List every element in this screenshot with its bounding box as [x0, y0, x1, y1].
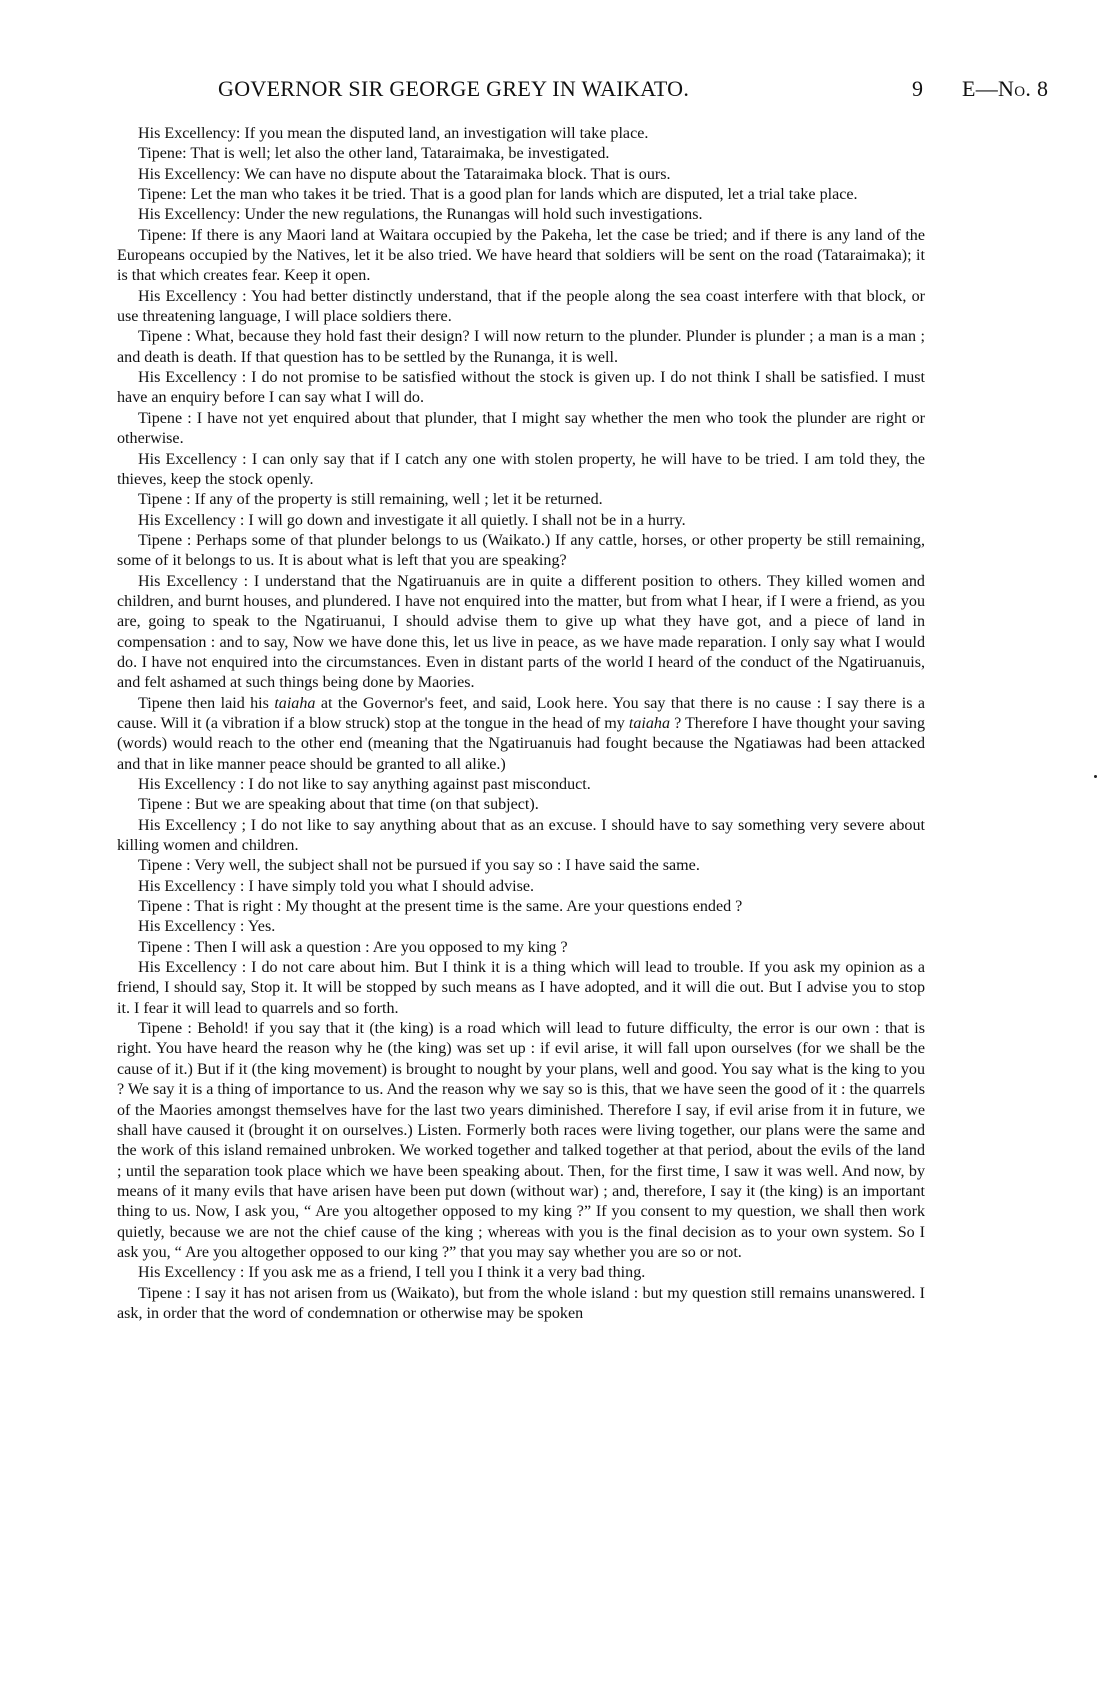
speech-text: I do not care about him. But I think it is a thing which will lead to trouble. If you ask my opinion as a friend, I should say, Stop it. It will be stopped by such means as I have adopted, and it will die out. But I advise you to stop it. I fear it will lead to quarrels and so forth.: [117, 959, 925, 1017]
speaker-label: Tipene :: [138, 857, 191, 875]
speaker-label: Tipene :: [138, 938, 191, 956]
speaker-label: Tipene :: [138, 491, 191, 509]
dialogue-paragraph: [117, 511, 925, 531]
speaker-label: His Excellency ;: [138, 816, 246, 834]
dialogue-paragraph: [117, 1284, 925, 1325]
speech-text: You had better distinctly understand, that if the people along the sea coast interfere with that block, or use threatening language, I will place soldiers there.: [117, 287, 925, 326]
speech-text: I have not yet enquired about that plunder, that I might say whether the men who took the plunder are right or otherwise.: [117, 409, 925, 448]
dialogue-paragraph: [117, 1263, 925, 1283]
speaker-label: Tipene :: [138, 1284, 191, 1302]
speech-text: Behold! if you say that it (the king) is a road which will lead to future difficulty, the error is our own : that is right. You have heard the reason why he (the king) was set up : if evil arise, it will fall upon ourselves (for we shall be the cause of it.) But if it (the king movement) is brought to nought by your plans, well and good. You say what is the king to you ? We say it is a thing of importance to us. And the reason why we say so is this, that we have seen the good of it : the quarrels of the Maories amongst themselves have for the last two years diminished. Therefore I say, if evil arise from it in future, we shall have caused it (brought it on ourselves.) Listen. Formerly both races were living together, our plans were the same and the work of this island remained unbroken. We worked together and talked together at that period, about the evils of the land ; until the separation took place which we have been speaking about. Then, for the first time, I saw it was well. And now, by means of it many evils that have arisen have been put down (without war) ; and, therefore, I say it (the king) is an important thing to us. Now, I ask you, “ Are you altogether opposed to my king ?” If you consent to my question, we shall then work quietly, because we are not the chief cause of the king ; whereas with you is the final decision as to your own system. So I ask you, “ Are you altogether opposed to our king ?” that you may say whether you are so or not.: [117, 1020, 925, 1261]
italic-term: taiaha: [274, 694, 316, 712]
dialogue-paragraph: [117, 144, 925, 164]
dialogue-paragraph: [117, 124, 925, 144]
document-reference: E—No. 8: [962, 76, 1049, 101]
speaker-label: Tipene:: [138, 226, 187, 244]
speech-text: Tipene then laid his: [138, 694, 275, 712]
speaker-label: Tipene :: [138, 531, 192, 549]
transcript-body: [117, 124, 925, 1324]
page-title: GOVERNOR SIR GEORGE GREY IN WAIKATO.: [218, 76, 690, 101]
dialogue-paragraph: [117, 368, 925, 409]
speech-text: I have simply told you what I should advise.: [244, 877, 535, 895]
speech-text: Then I will ask a question : Are you opposed to my king ?: [190, 938, 568, 956]
speech-text: If you mean the disputed land, an investigation will take place.: [240, 125, 649, 142]
speaker-label: His Excellency :: [138, 369, 247, 387]
dialogue-paragraph: [117, 958, 925, 1019]
speaker-label: Tipene :: [138, 409, 192, 427]
dialogue-paragraph: [117, 287, 925, 328]
dialogue-paragraph: [117, 897, 925, 917]
speech-text: What, because they hold fast their design? I will now return to the plunder. Plunder is plunder ; a man is a man ; and death is death. If that question has to be settled by the Runanga, it is well.: [117, 328, 925, 366]
italic-term: taiaha: [628, 714, 671, 732]
speech-text: That is well; let also the other land, Tataraimaka, be investigated.: [186, 145, 610, 163]
speech-text: I do not like to say anything against past misconduct.: [244, 776, 591, 793]
speech-text: Under the new regulations, the Runangas will hold such investigations.: [240, 206, 703, 224]
speaker-label: His Excellency :: [138, 287, 247, 305]
dialogue-paragraph: [117, 877, 925, 897]
speaker-label: His Excellency :: [138, 776, 245, 793]
speech-text: ? Therefore I have thought your saving (words) would reach to the other end (meaning that the Ngatiruanuis had fought because the Ngatiawas had been attacked and that in like manner peace should be granted to all alike.): [117, 714, 925, 773]
dialogue-paragraph: [117, 205, 925, 225]
speaker-label: His Excellency :: [138, 918, 245, 936]
speech-text: I understand that the Ngatiruanuis are in quite a different position to others. They killed women and children, and burnt houses, and plundered. I have not enquired into the matter, but from what I hear, if I were a friend, as you are, going to speak to the Ngatiruanui, I should advise them to give up what they have got, and a piece of land in compensation : and to say, Now we have done this, let us live in peace, as we have made reparation. I only say what I would do. I have not enquired into the circumstances. Even in distant parts of the world I heard of the conduct of the Ngatiruanuis, and felt ashamed at such things being done by Maories.: [117, 572, 925, 692]
dialogue-paragraph: [117, 816, 925, 857]
dialogue-paragraph: [117, 327, 925, 368]
speaker-label: Tipene :: [138, 898, 191, 916]
dialogue-paragraph: [117, 450, 925, 491]
dialogue-paragraph: [117, 490, 925, 510]
speech-text: I do not promise to be satisfied without the stock is given up. I do not think I shall be satisfied. I must have an enquiry before I can say what I will do.: [117, 369, 925, 407]
speech-text: I do not like to say anything about that as an excuse. I should have to say something very severe about killing women and children.: [117, 816, 925, 855]
speaker-label: Tipene:: [138, 145, 187, 163]
speech-text: That is right : My thought at the present time is the same. Are your questions ended ?: [190, 898, 743, 916]
speech-text: We can have no dispute about the Tataraimaka block. That is ours.: [240, 165, 671, 183]
speech-text: I will go down and investigate it all quietly. I shall not be in a hurry.: [244, 511, 686, 529]
dialogue-paragraph: [117, 694, 925, 775]
dialogue-paragraph: [117, 409, 925, 450]
speaker-label: His Excellency :: [138, 511, 245, 529]
speaker-label: His Excellency :: [138, 572, 249, 590]
speech-text: I say it has not arisen from us (Waikato), but from the whole island : but my question still remains unanswered. I ask, in order that the word of condemnation or otherwise may be spoken: [117, 1284, 925, 1322]
speech-text: Let the man who takes it be tried. That is a good plan for lands which are disputed, let a trial take place.: [186, 186, 858, 204]
speaker-label: His Excellency:: [138, 125, 241, 142]
dialogue-paragraph: [117, 1019, 925, 1263]
speaker-label: Tipene :: [138, 796, 191, 814]
dialogue-paragraph: [117, 226, 925, 287]
speaker-label: Tipene :: [138, 1020, 192, 1038]
speaker-label: His Excellency:: [138, 165, 241, 183]
speech-text: But we are speaking about that time (on that subject).: [190, 796, 539, 814]
speaker-label: His Excellency :: [138, 959, 247, 977]
speech-text: If you ask me as a friend, I tell you I think it a very bad thing.: [244, 1264, 646, 1282]
speaker-label: His Excellency:: [138, 206, 241, 224]
page-number: 9: [912, 76, 924, 101]
speaker-label: Tipene:: [138, 186, 187, 204]
speech-text: Yes.: [244, 918, 276, 936]
speech-text: I can only say that if I catch any one with stolen property, he will have to be tried. I am told they, the thieves, keep the stock openly.: [117, 450, 925, 488]
dialogue-paragraph: [117, 938, 925, 958]
speech-text: If any of the property is still remaining, well ; let it be returned.: [190, 491, 603, 509]
speaker-label: His Excellency :: [138, 450, 247, 468]
speaker-label: His Excellency :: [138, 877, 245, 895]
dialogue-paragraph: [117, 185, 925, 205]
running-header: [0, 76, 1114, 108]
dialogue-paragraph: [117, 856, 925, 876]
speaker-label: Tipene :: [138, 328, 191, 346]
speech-text: Very well, the subject shall not be pursued if you say so : I have said the same.: [190, 857, 700, 875]
dialogue-paragraph: [117, 165, 925, 185]
speech-text: Perhaps some of that plunder belongs to us (Waikato.) If any cattle, horses, or other property be still remaining, some of it belongs to us. It is about what is left that you are speaking?: [117, 531, 925, 570]
margin-mark: [1094, 775, 1097, 778]
dialogue-paragraph: [117, 572, 925, 694]
speaker-label: His Excellency :: [138, 1264, 245, 1282]
speech-text: If there is any Maori land at Waitara occupied by the Pakeha, let the case be tried; and if there is any land of the Europeans occupied by the Natives, let it be also tried. We have heard that soldiers will be sent on the road (Tataraimaka); it is that which creates fear. Keep it open.: [117, 226, 925, 285]
speech-text: at the Governor's feet, and said, Look here. You say that there is no cause : I say there is a cause. Will it (a vibration if a blow struck) stop at the tongue in the head of my: [117, 694, 925, 732]
dialogue-paragraph: [117, 795, 925, 815]
dialogue-paragraph: [117, 775, 925, 795]
dialogue-paragraph: [117, 531, 925, 572]
dialogue-paragraph: [117, 917, 925, 937]
